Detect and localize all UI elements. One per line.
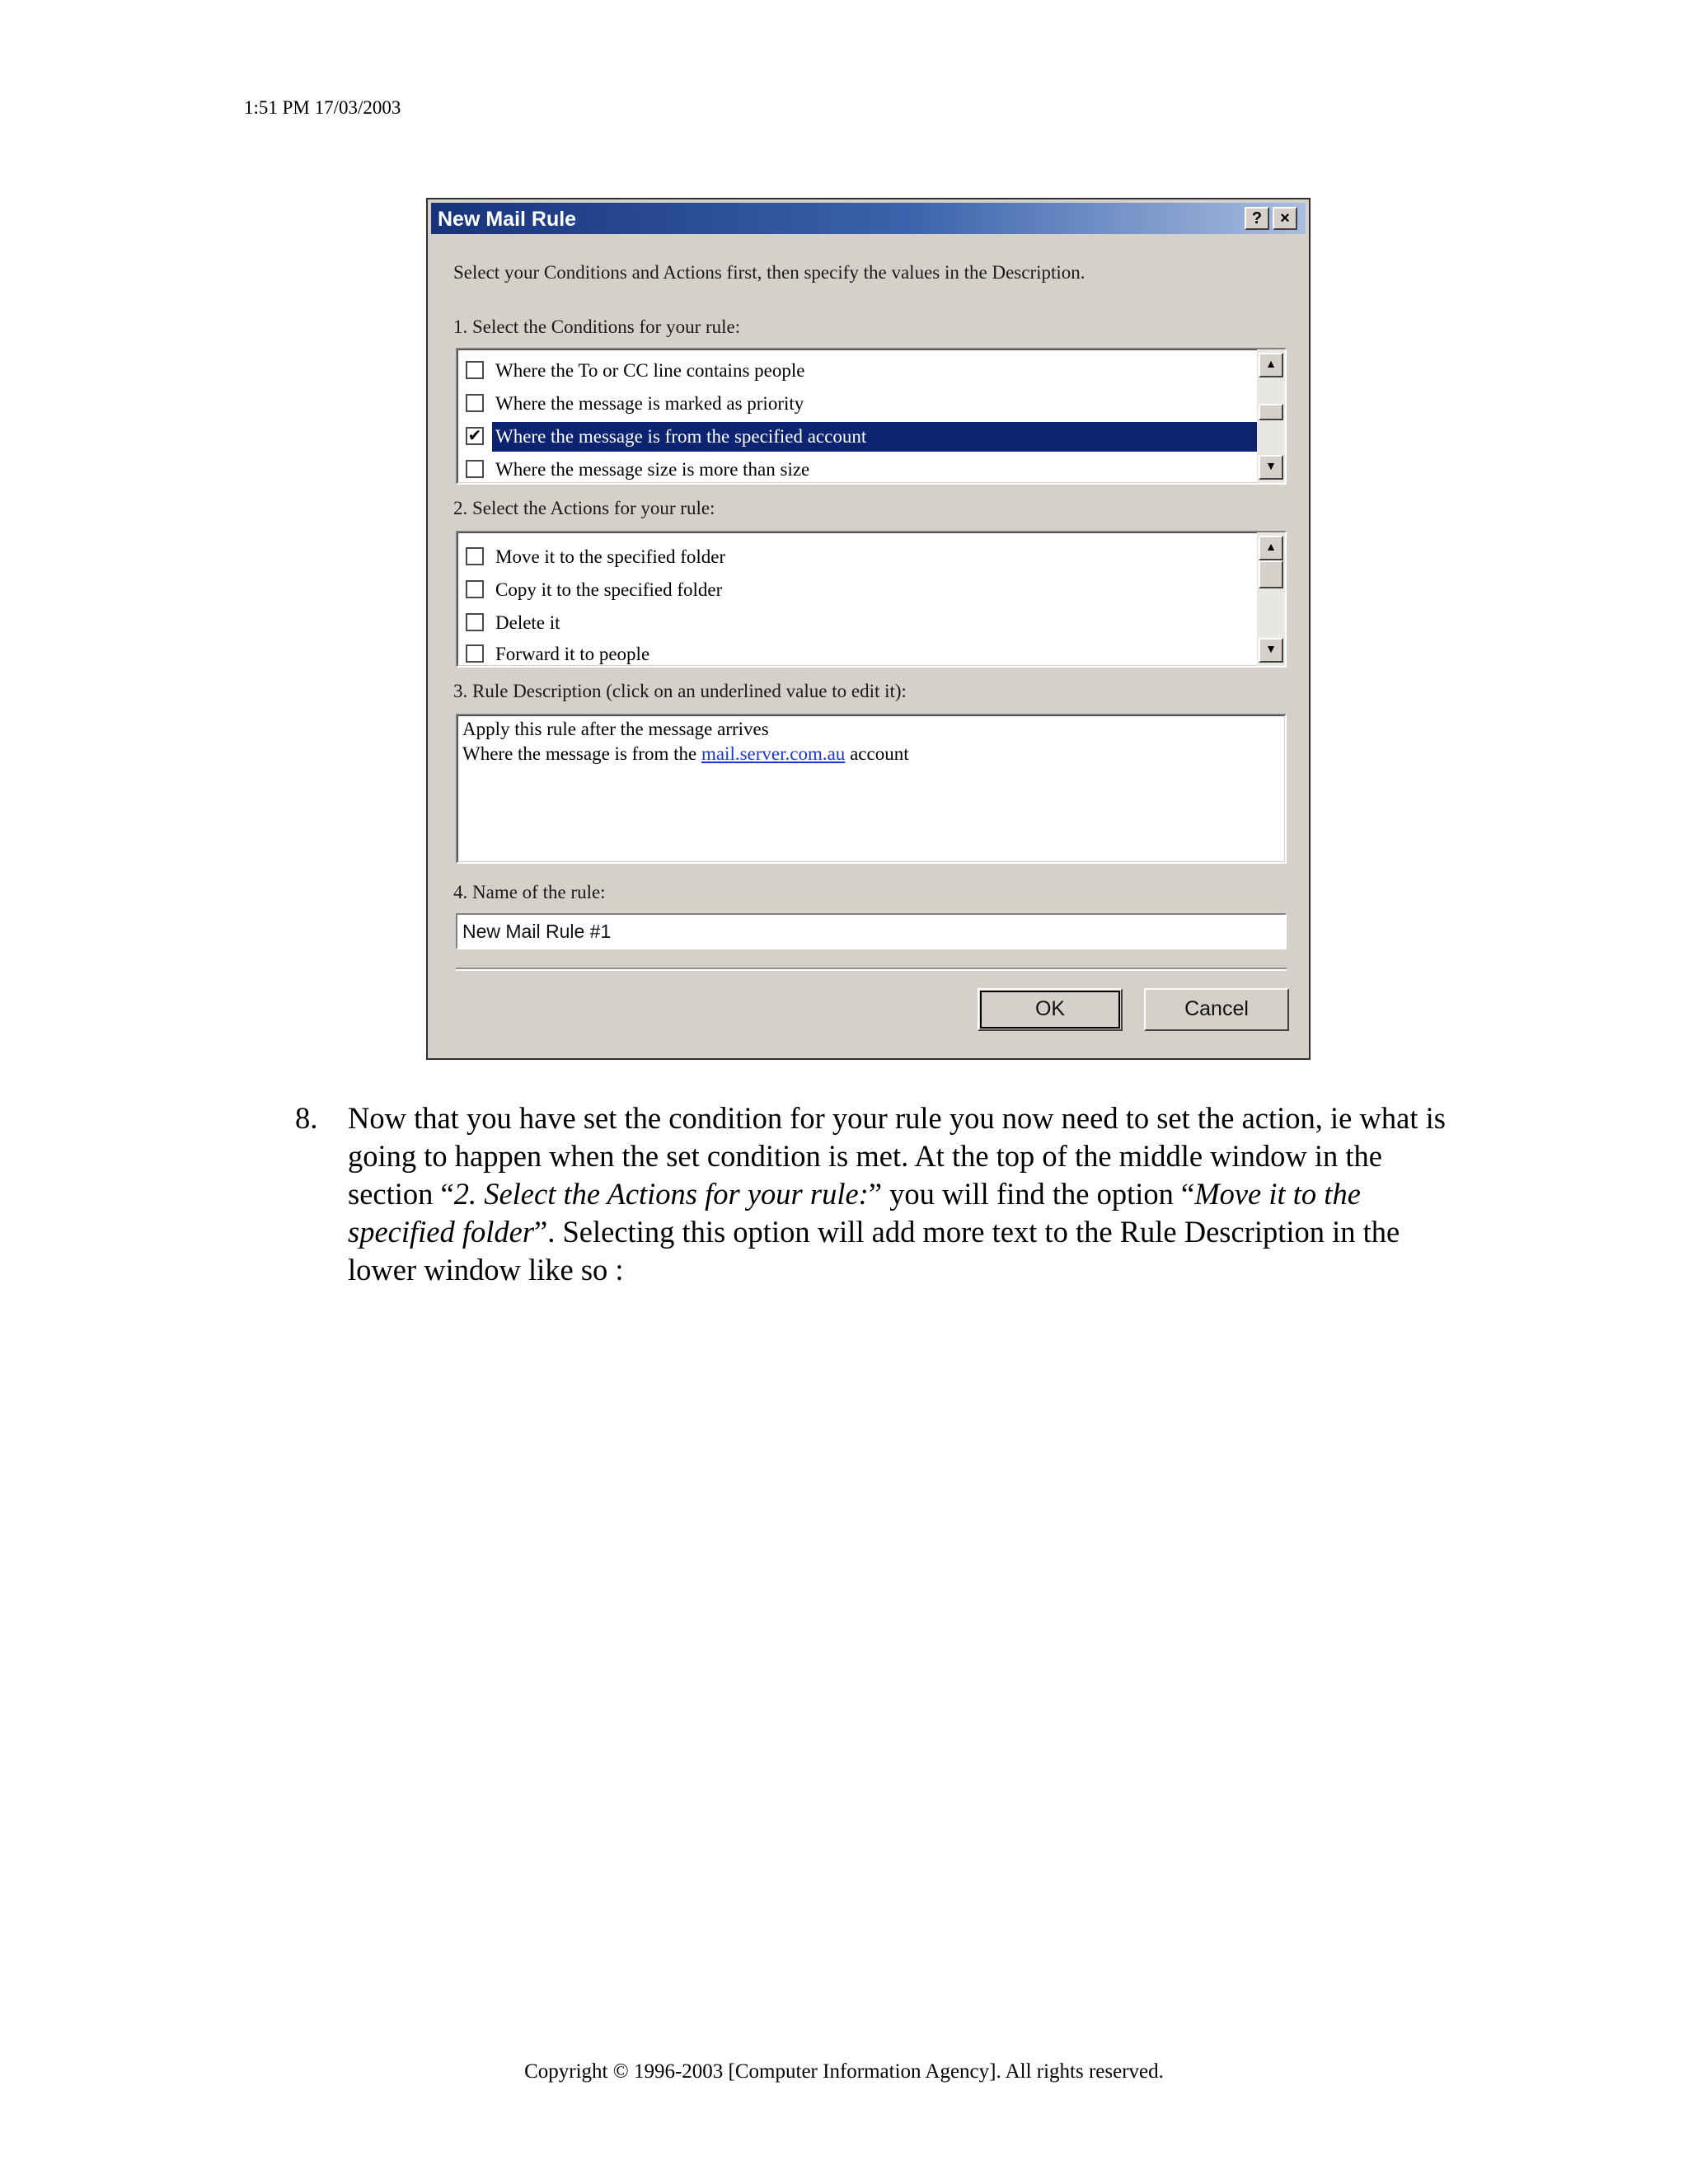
action-checkbox[interactable] [466, 644, 484, 663]
conditions-label: 1. Select the Conditions for your rule: [453, 316, 741, 337]
condition-label: Where the To or CC line contains people [495, 360, 805, 381]
condition-checkbox[interactable] [466, 361, 484, 379]
condition-label: Where the message is from the specified account [492, 422, 1257, 452]
condition-label: Where the message size is more than size [495, 459, 810, 480]
action-checkbox[interactable] [466, 580, 484, 598]
rule-name-input[interactable] [456, 913, 1287, 949]
step-number: 8. [295, 1101, 318, 1135]
condition-label: Where the message is marked as priority [495, 393, 804, 414]
rule-name-field-wrap [456, 913, 1287, 949]
step-text-part: Now that you have set the condition for your rule you now need to set the action, ie what is going to happen when the set condition is met. At the top of the middle window in the section “ [348, 1101, 1446, 1211]
description-line: Apply this rule after the message arrives [462, 719, 769, 739]
description-label: 3. Rule Description (click on an underlined value to edit it): [453, 681, 907, 701]
conditions-list[interactable] [456, 348, 1287, 485]
action-checkbox[interactable] [466, 547, 484, 565]
dialog-title: New Mail Rule [438, 208, 577, 231]
description-text: Where the message is from the [462, 743, 701, 764]
action-label: Move it to the specified folder [495, 546, 726, 567]
rule-description-box [456, 714, 1287, 864]
scroll-thumb[interactable] [1259, 404, 1283, 420]
arrow-up-icon[interactable]: ▲ [1259, 353, 1283, 377]
actions-list[interactable] [456, 531, 1287, 668]
dialog-separator [456, 968, 1287, 971]
ok-button[interactable]: OK [978, 988, 1123, 1031]
action-label: Delete it [495, 612, 560, 633]
cancel-button[interactable]: Cancel [1144, 988, 1289, 1031]
step-italic: Move it to the specified folder [348, 1177, 1361, 1249]
condition-checkbox[interactable] [466, 460, 484, 478]
rule-name-label: 4. Name of the rule: [453, 882, 606, 902]
page-timestamp: 1:51 PM 17/03/2003 [244, 97, 401, 118]
arrow-down-icon[interactable]: ▼ [1259, 455, 1283, 480]
scroll-thumb[interactable] [1259, 560, 1283, 588]
help-button[interactable]: ? [1245, 207, 1269, 230]
action-label: Copy it to the specified folder [495, 579, 723, 600]
step-text-part: ”. Selecting this option will add more text to the Rule Description in the lower window like so : [348, 1215, 1400, 1286]
conditions-scrollbar[interactable] [1257, 349, 1285, 483]
step-text-part: ” you will find the option “ [868, 1177, 1195, 1211]
description-text: account [845, 743, 909, 764]
condition-checkbox[interactable] [466, 394, 484, 412]
check-icon[interactable]: ✔ [466, 427, 484, 445]
close-button[interactable]: × [1273, 207, 1297, 230]
description-line [462, 743, 909, 765]
action-checkbox[interactable] [466, 613, 484, 631]
account-link[interactable]: mail.server.com.au [701, 743, 846, 764]
step-italic: 2. Select the Actions for your rule: [453, 1177, 869, 1211]
copyright-footer: Copyright © 1996-2003 [Computer Information Agency]. All rights reserved. [524, 2060, 1164, 2083]
step-text [348, 1099, 1465, 1289]
arrow-up-icon[interactable]: ▲ [1259, 536, 1283, 560]
actions-scrollbar[interactable] [1257, 532, 1285, 666]
action-label: Forward it to people [495, 644, 650, 664]
dialog-titlebar[interactable] [431, 203, 1306, 234]
arrow-down-icon[interactable]: ▼ [1259, 638, 1283, 663]
instruction-text: Select your Conditions and Actions first, then specify the values in the Description. [453, 262, 1085, 283]
step-8 [295, 1099, 1465, 1289]
actions-label: 2. Select the Actions for your rule: [453, 498, 715, 518]
